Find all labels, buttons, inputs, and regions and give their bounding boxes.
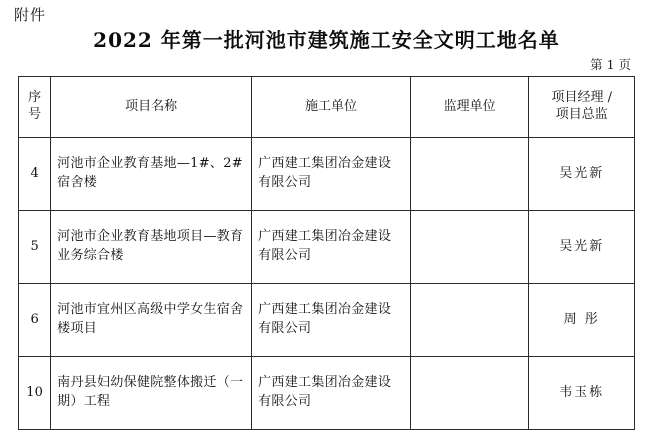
- cell-construction-unit: 广西建工集团冶金建设有限公司: [252, 284, 411, 357]
- column-header-manager-line1: 项目经理 /: [551, 90, 612, 106]
- cell-manager: 吴光新: [529, 138, 635, 211]
- cell-index: 4: [19, 138, 51, 211]
- cell-construction-unit: 广西建工集团冶金建设有限公司: [252, 357, 411, 430]
- cell-manager: 韦玉栋: [529, 357, 635, 430]
- cell-construction-unit: 广西建工集团冶金建设有限公司: [252, 211, 411, 284]
- table-row: [19, 138, 635, 211]
- table-row: [19, 211, 635, 284]
- cell-project-name: 南丹县妇幼保健院整体搬迁（一期）工程: [51, 357, 252, 430]
- table-row: [19, 357, 635, 430]
- cell-construction-unit: 广西建工集团冶金建设有限公司: [252, 138, 411, 211]
- cell-manager: 吴光新: [529, 211, 635, 284]
- cell-supervision-unit: [410, 357, 529, 430]
- column-header-manager: [529, 77, 635, 138]
- cell-project-name: 河池市企业教育基地—1#、2#宿舍楼: [51, 138, 252, 211]
- table-row: [19, 284, 635, 357]
- column-header-index-line2: 号: [28, 107, 42, 122]
- column-header-index: [19, 77, 51, 138]
- column-header-index-line1: 序: [28, 90, 42, 106]
- attachment-label: 附件: [14, 6, 47, 24]
- cell-manager: 周 彤: [529, 284, 635, 357]
- column-header-construction-unit: 施工单位: [252, 77, 411, 138]
- cell-supervision-unit: [410, 138, 529, 211]
- cell-index: 5: [19, 211, 51, 284]
- cell-index: 6: [19, 284, 51, 357]
- cell-project-name: 河池市企业教育基地项目—教育业务综合楼: [51, 211, 252, 284]
- cell-index: 10: [19, 357, 51, 430]
- worksite-list-table: [18, 76, 635, 430]
- cell-supervision-unit: [410, 284, 529, 357]
- cell-project-name: 河池市宜州区高级中学女生宿舍楼项目: [51, 284, 252, 357]
- column-header-manager-line2: 项目总监: [555, 107, 608, 122]
- table-header-row: [19, 77, 635, 138]
- column-header-project-name: 项目名称: [51, 77, 252, 138]
- page-number: 第 1 页: [590, 57, 631, 72]
- page-title: 2022 年第一批河池市建筑施工安全文明工地名单: [93, 28, 560, 52]
- column-header-supervision-unit: 监理单位: [410, 77, 529, 138]
- cell-supervision-unit: [410, 211, 529, 284]
